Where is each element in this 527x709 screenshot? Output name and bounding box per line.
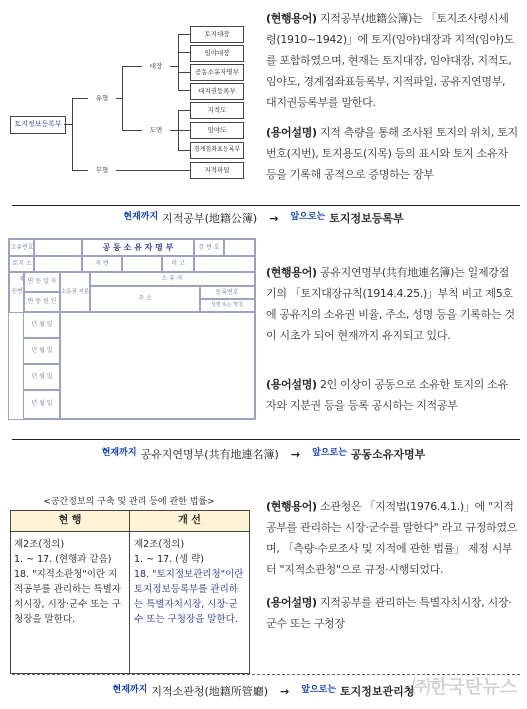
law-title: <공간정보의 구축 및 관리 등에 관한 법률> <box>43 497 215 507</box>
form-land-loc: 토지 소재 <box>9 255 35 273</box>
current-line: 1. ~ 17. (현행과 같음) <box>14 554 112 565</box>
description-label: (용어설명) <box>266 596 317 609</box>
old-term: 지적공부(地籍公簿) <box>162 212 258 225</box>
description-text: 지적 측량을 통해 조사된 토지의 위치, 토지번호(지번), 토지용도(지목) 등의 표시와 토지 소유자 등을 기록해 공적으로 증명하는 장부 <box>266 126 518 181</box>
form-row-date: 년 월 일 <box>23 389 61 419</box>
form-body-area <box>59 311 255 419</box>
current-term-paragraph <box>266 262 518 346</box>
arrow-icon: → <box>280 685 290 698</box>
form-change-date: 변 동 일 자 <box>23 271 61 293</box>
old-term: 지적소관청(地籍所管廳) <box>151 685 269 698</box>
classification-diagram <box>10 20 262 190</box>
form-owner: 소 유 자 <box>89 271 255 287</box>
ledger-item: 토지대장 <box>190 26 244 43</box>
old-term: 공유지연명부(共有地連名簿) <box>140 448 279 461</box>
description-text: 2인 이상이 공동으로 소유한 토지의 소유자와 지분권 등을 등록 공시하는 지적공부 <box>266 378 508 412</box>
description-paragraph <box>266 374 518 416</box>
current-line: 제2조(정의) <box>14 539 65 550</box>
section-land-info-register <box>0 0 527 230</box>
map-item: 임야도 <box>190 122 244 139</box>
col-current-header: 현 행 <box>11 511 130 532</box>
revised-line: 제2조(정의) <box>134 539 185 550</box>
divider <box>12 439 520 440</box>
now-label: 현재까지 <box>123 212 159 222</box>
term-conversion <box>0 209 527 226</box>
form-address: 주 소 <box>89 285 201 313</box>
description-label: (용어설명) <box>266 126 317 139</box>
form-row-date: 년 월 일 <box>23 337 61 365</box>
watermark: ㈜한국탄뉴스 <box>412 677 517 698</box>
future-label: 앞으로는 <box>301 685 337 695</box>
current-term-label: (현행용어) <box>266 12 317 25</box>
map-item: 지적도 <box>190 102 244 119</box>
current-term-text: 지적공부(地籍公簿)는 「토지조사령시세령(1910~1942)」에 토지(임야)대장과 지적(임야)도를 포함하였으며, 현재는 토지대장, 임야대장, 지적도, 임야도, 경계점좌표등록부, 지적파일, 공유지연명부, 대지권등록부를 말한다. <box>266 12 515 109</box>
now-label: 현재까지 <box>101 448 137 458</box>
ledger-item: 공동소유자명부 <box>190 64 244 81</box>
type-tangible: 유형 <box>88 91 116 105</box>
revised-line: 1. ~ 17. (생 략) <box>134 554 204 565</box>
current-body <box>14 537 126 627</box>
description-paragraph <box>266 592 518 634</box>
divider <box>12 205 520 206</box>
map-label: 도면 <box>144 123 168 137</box>
current-term-label: (현행용어) <box>266 500 317 513</box>
form-page-label: 장 번 호 <box>193 239 225 257</box>
law-comparison-table <box>10 510 250 674</box>
form-change-reason: 변 동 원 인 <box>23 291 61 313</box>
future-label: 앞으로는 <box>312 448 347 458</box>
joint-owner-form-image <box>8 238 256 420</box>
col-revised-header: 개 선 <box>130 511 249 532</box>
section-joint-owner-register <box>0 230 527 470</box>
current-term-paragraph <box>266 496 518 580</box>
current-term-text: 공유지연명부(共有地連名簿)는 일제강점기의 「토지대장규칙(1914.4.25.)」부칙 비고 제5호에 공유지의 소유권 비율, 주소, 성명 등을 기록하는 것이 시초가 되어 현재까지 유지되고 있다. <box>266 266 515 342</box>
form-name: 성명 또는 명칭 <box>199 298 255 313</box>
description-paragraph <box>266 122 518 185</box>
current-term-text: 소관청은 「지적법(1976.4.1.)」에 "지적공부를 관리하는 시장·군수를 말한다" 라고 규정하였으며, 「측량·수로조사 및 지적에 관한 법률」 제정 시부터 "지적소관청"으로 규정·시행되었다. <box>266 500 518 576</box>
form-row-date: 년 월 일 <box>23 311 61 339</box>
ledger-label: 대장 <box>144 59 168 73</box>
ledger-item: 대지권등록부 <box>190 83 244 100</box>
current-line: 18. "지적소관청"이란 지적공부를 관리하는 특별자치시장, 시장·군수 또는 구청장을 말한다. <box>14 569 121 625</box>
revised-line: 18. "토지정보관리청"이란 토지정보등록부를 관리하는 특별자치시장, 시장·군수 또는 구청장을 말한다. <box>134 569 244 625</box>
root-box: 토지정보등록부 <box>10 116 66 134</box>
type-intangible: 무형 <box>88 163 116 177</box>
current-term-paragraph <box>266 8 518 113</box>
form-title: 공 동 소 유 자 명 부 <box>81 239 195 257</box>
form-row-date: 년 월 일 <box>23 363 61 391</box>
arrow-icon: → <box>269 212 279 225</box>
form-share: 소유권 지분 <box>59 271 91 313</box>
map-item: 경계점좌표등록부 <box>190 142 244 159</box>
description-text: 지적공부를 관리하는 특별자치시장, 시장·군수 또는 구청장 <box>266 596 512 630</box>
current-term-label: (현행용어) <box>266 266 317 279</box>
form-jibun: 지 번 <box>81 255 123 273</box>
description-label: (용어설명) <box>266 378 317 391</box>
intangible-item: 지적파일 <box>190 162 244 179</box>
ledger-item: 임야대장 <box>190 45 244 62</box>
new-term: 토지정보관리청 <box>340 685 415 698</box>
form-remark: 비 고 <box>161 255 195 273</box>
new-term: 공동소유자명부 <box>350 448 426 461</box>
revised-body <box>134 537 246 627</box>
now-label: 현재까지 <box>112 685 148 695</box>
term-conversion <box>0 445 527 462</box>
form-id-cell: 고유번호 <box>9 239 35 257</box>
future-label: 앞으로는 <box>290 212 326 222</box>
form-reg-no: 등록번호 <box>199 285 255 300</box>
new-term: 토지정보등록부 <box>329 212 404 225</box>
arrow-icon: → <box>290 448 301 461</box>
form-seq: 순번 <box>9 271 25 313</box>
